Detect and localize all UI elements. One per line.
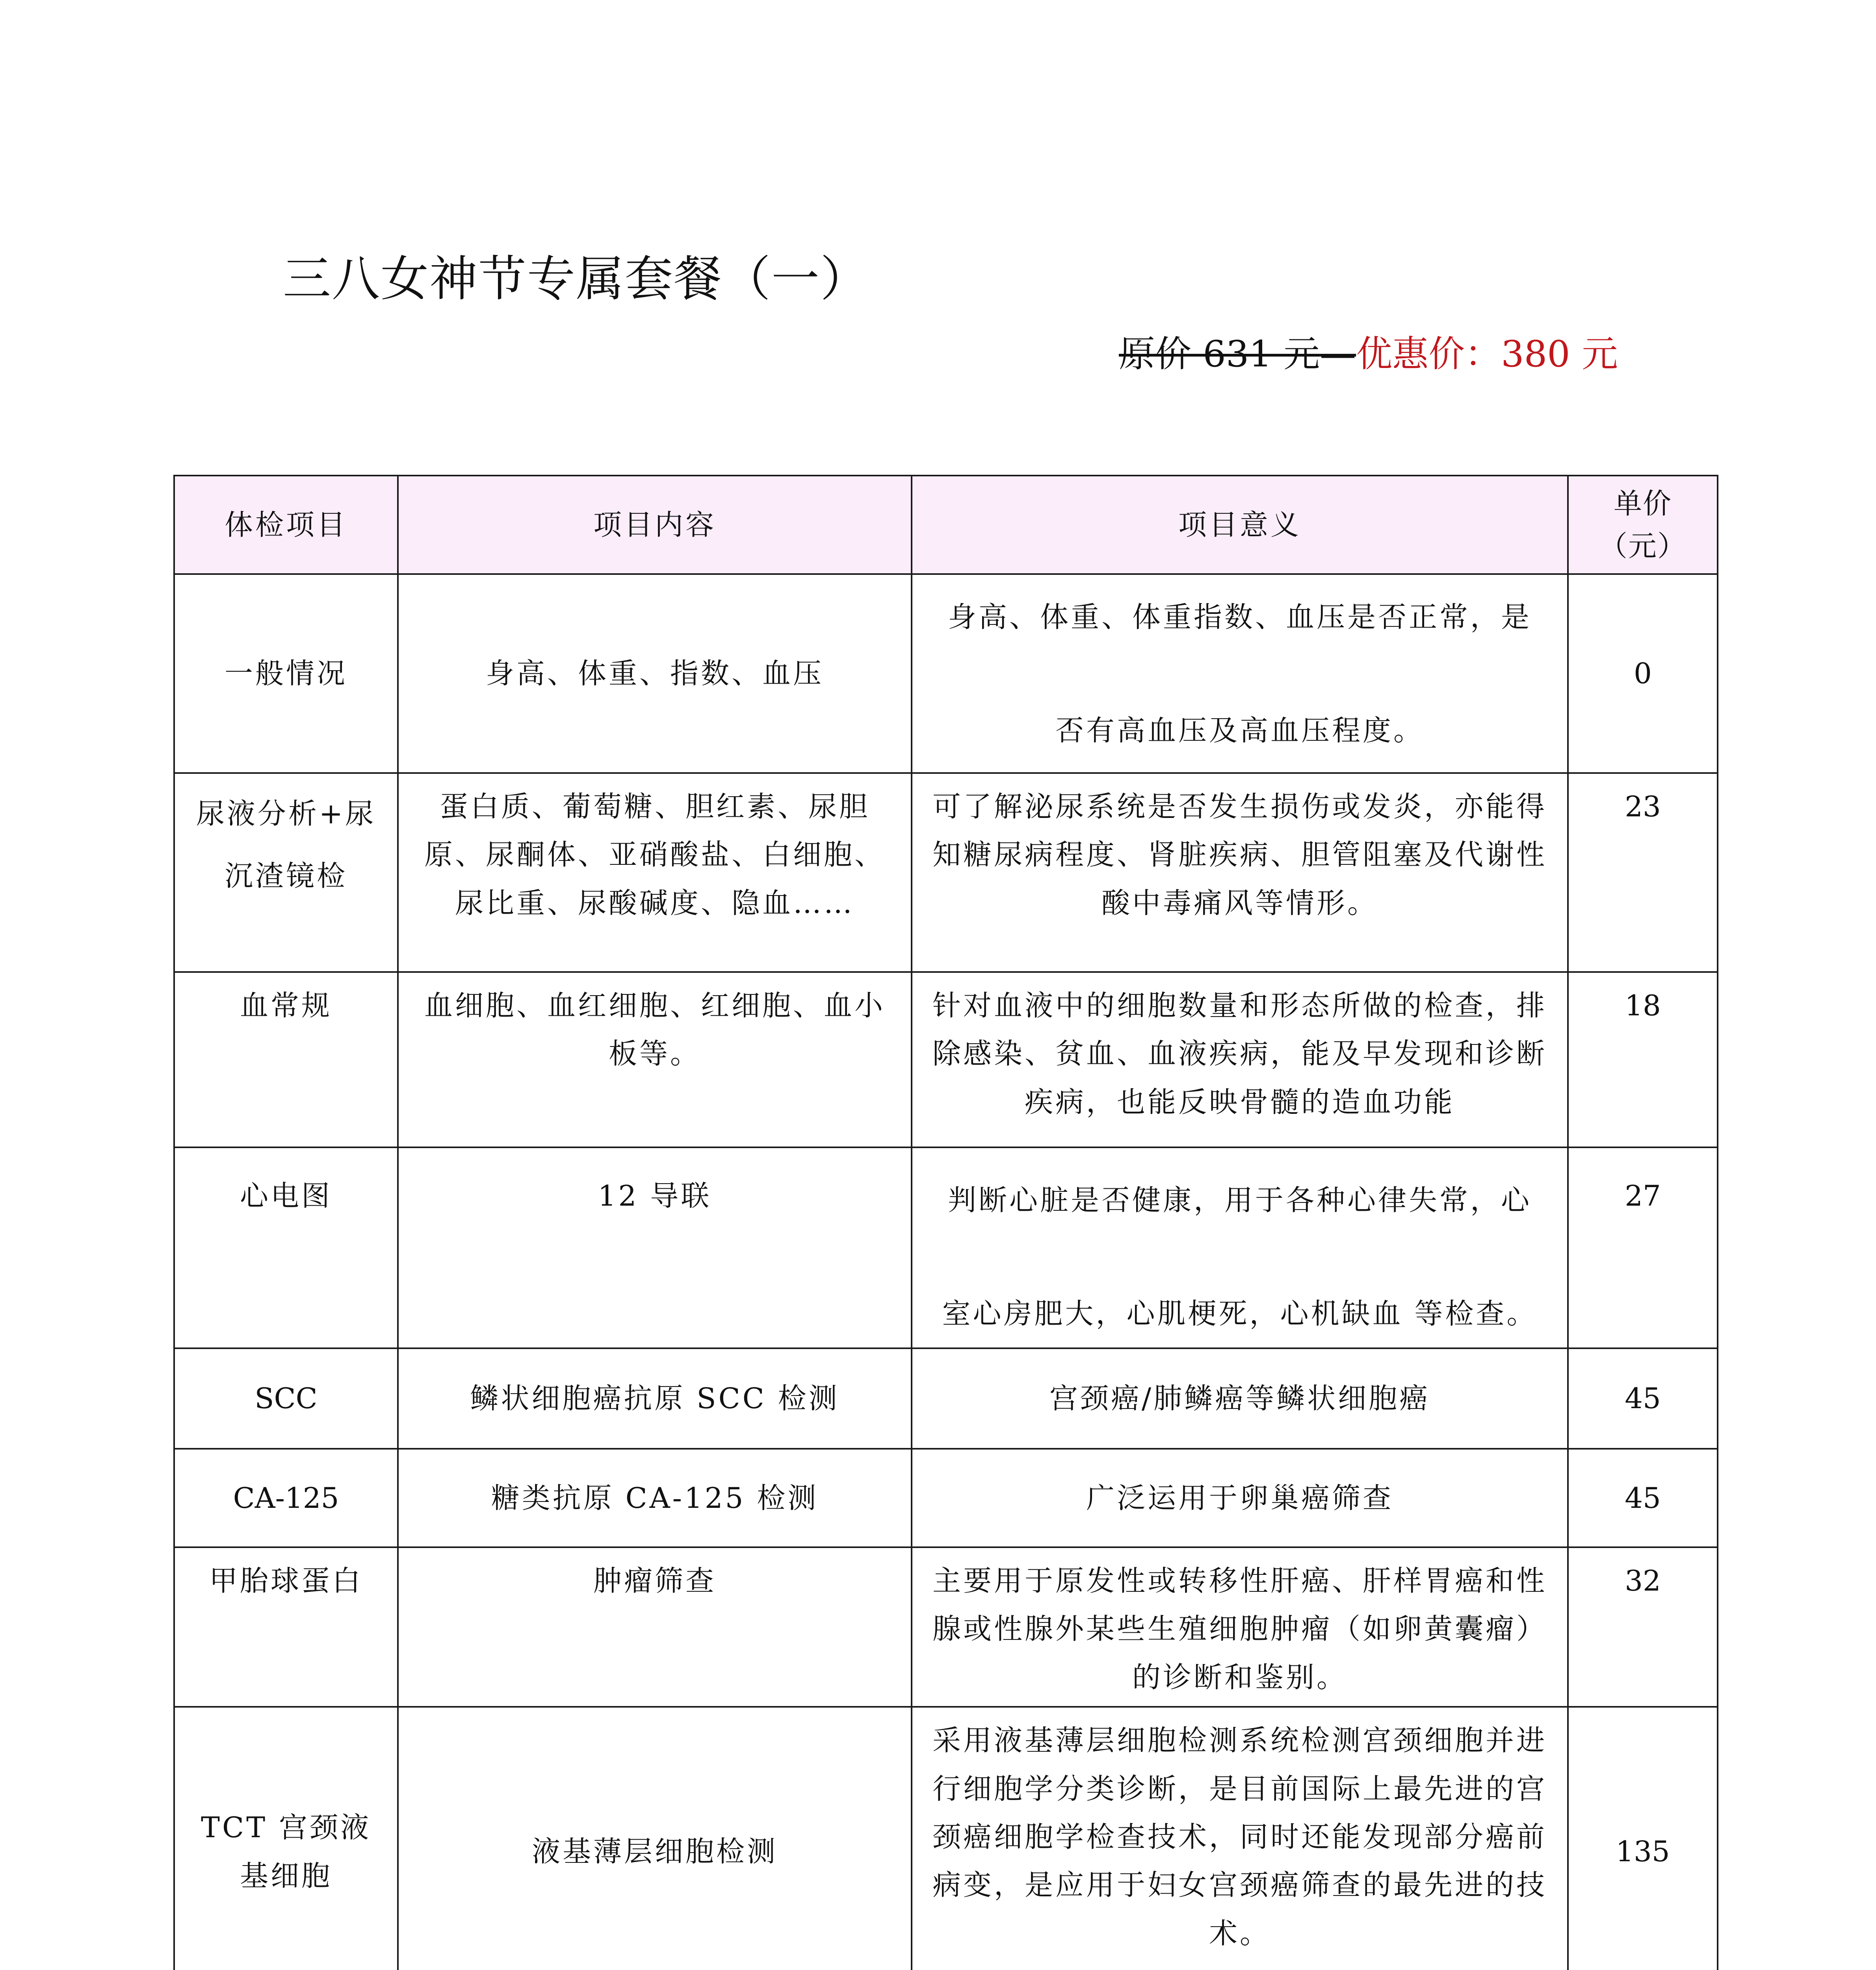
meaning-line: 身高、体重、体重指数、血压是否正常，是 — [947, 600, 1532, 634]
item-line: 沉渣镜检 — [224, 859, 347, 893]
price-cell: 45 — [1568, 1449, 1718, 1547]
table-row — [174, 1348, 1718, 1449]
meaning-cell: 宫颈癌/肺鳞癌等鳞状细胞癌 — [912, 1348, 1568, 1449]
item-cell: TCT 宫颈液基细胞 — [174, 1707, 398, 1970]
header-price-line2: （元） — [1599, 530, 1687, 563]
content-cell: 12 导联 — [398, 1147, 912, 1348]
meaning-cell: 主要用于原发性或转移性肝癌、肝样胃癌和性腺或性腺外某些生殖细胞肿瘤（如卵黄囊瘤）的诊断和鉴别。 — [912, 1547, 1568, 1707]
price-cell: 45 — [1568, 1348, 1718, 1449]
header-price-line1: 单价 — [1613, 487, 1672, 520]
item-cell: 甲胎球蛋白 — [174, 1547, 398, 1707]
price-line — [1119, 325, 1618, 377]
price-cell: 23 — [1568, 773, 1718, 972]
price-dash: — — [1320, 333, 1356, 375]
table-row — [174, 972, 1718, 1147]
page-title: 三八女神节专属套餐（一） — [283, 251, 869, 307]
meaning-cell: 采用液基薄层细胞检测系统检测宫颈细胞并进行细胞学分类诊断，是目前国际上最先进的宫颈癌细胞学检查技术，同时还能发现部分癌前病变，是应用于妇女宫颈癌筛查的最先进的技术。 — [912, 1707, 1568, 1970]
meaning-line: 否有高血压及高血压程度。 — [1055, 714, 1424, 747]
content-cell: 鳞状细胞癌抗原 SCC 检测 — [398, 1348, 912, 1449]
item-line: 尿液分析+尿 — [196, 797, 376, 830]
table-row — [174, 574, 1718, 773]
header-price — [1568, 476, 1718, 574]
table-header-row — [174, 476, 1718, 574]
meaning-line: 室心房肥大，心肌梗死，心机缺血 等检查。 — [942, 1297, 1538, 1330]
package-table — [173, 475, 1718, 1970]
item-cell: CA-125 — [174, 1449, 398, 1547]
meaning-cell: 广泛运用于卵巢癌筛查 — [912, 1449, 1568, 1547]
content-cell: 蛋白质、葡萄糖、胆红素、尿胆原、尿酮体、亚硝酸盐、白细胞、尿比重、尿酸碱度、隐血…… — [398, 773, 912, 972]
meaning-cell — [912, 1147, 1568, 1348]
original-price: 原价 631 元 — [1119, 333, 1320, 375]
price-cell: 27 — [1568, 1147, 1718, 1348]
content-cell: 液基薄层细胞检测 — [398, 1707, 912, 1970]
header-meaning: 项目意义 — [912, 476, 1568, 574]
content-cell: 血细胞、血红细胞、红细胞、血小板等。 — [398, 972, 912, 1147]
price-cell: 18 — [1568, 972, 1718, 1147]
meaning-cell: 可了解泌尿系统是否发生损伤或发炎，亦能得知糖尿病程度、肾脏疾病、胆管阻塞及代谢性酸中毒痛风等情形。 — [912, 773, 1568, 972]
item-cell: 血常规 — [174, 972, 398, 1147]
content-cell: 身高、体重、指数、血压 — [398, 574, 912, 773]
meaning-cell — [912, 574, 1568, 773]
header-content: 项目内容 — [398, 476, 912, 574]
content-cell: 糖类抗原 CA-125 检测 — [398, 1449, 912, 1547]
price-cell: 32 — [1568, 1547, 1718, 1707]
item-cell: SCC — [174, 1348, 398, 1449]
item-cell — [174, 773, 398, 972]
price-cell: 135 — [1568, 1707, 1718, 1970]
content-cell: 肿瘤筛查 — [398, 1547, 912, 1707]
table-row — [174, 773, 1718, 972]
meaning-cell: 针对血液中的细胞数量和形态所做的检查，排除感染、贫血、血液疾病，能及早发现和诊断疾病，也能反映骨髓的造血功能 — [912, 972, 1568, 1147]
table-row — [174, 1707, 1718, 1970]
discount-price: 优惠价：380 元 — [1356, 333, 1618, 375]
table-row — [174, 1547, 1718, 1707]
price-cell: 0 — [1568, 574, 1718, 773]
header-item: 体检项目 — [174, 476, 398, 574]
item-cell: 一般情况 — [174, 574, 398, 773]
item-cell: 心电图 — [174, 1147, 398, 1348]
meaning-line: 判断心脏是否健康，用于各种心律失常，心 — [947, 1184, 1532, 1217]
table-row — [174, 1147, 1718, 1348]
table-row — [174, 1449, 1718, 1547]
